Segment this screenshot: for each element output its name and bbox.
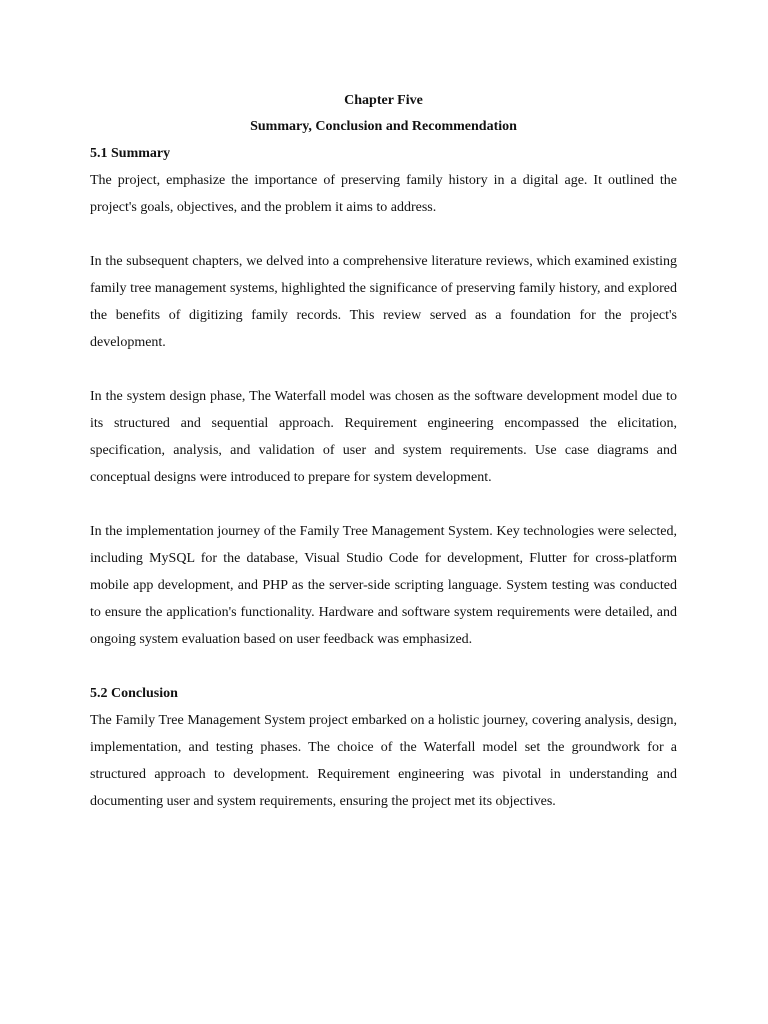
paragraph: In the system design phase, The Waterfall model was chosen as the software development model due to its structured and sequential approach. Requirement engineering encompassed the elicitation, specification, analysis, and validation of user and system requirements. Use case diagrams and conceptual designs were introduced to prepare for system development.: [90, 389, 677, 485]
section-summary: [90, 140, 677, 653]
paragraph: In the subsequent chapters, we delved into a comprehensive literature reviews, which examined existing family tree management systems, highlighted the significance of preserving family history, and explored the benefits of digitizing family records. This review served as a foundation for the project's development.: [90, 254, 677, 350]
document-body: [90, 88, 677, 815]
chapter-title: Summary, Conclusion and Recommendation: [250, 119, 517, 134]
section-heading: 5.1 Summary: [90, 146, 171, 161]
paragraph: The project, emphasize the importance of preserving family history in a digital age. It outlined the project's goals, objectives, and the problem it aims to address.: [90, 173, 677, 215]
section-conclusion: [90, 680, 677, 815]
paragraph: The Family Tree Management System project embarked on a holistic journey, covering analysis, design, implementation, and testing phases. The choice of the Waterfall model set the groundwork for a structured approach to development. Requirement engineering was pivotal in understanding and documenting user and system requirements, ensuring the project met its objectives.: [90, 713, 677, 809]
paragraph: In the implementation journey of the Family Tree Management System. Key technologies were selected, including MySQL for the database, Visual Studio Code for development, Flutter for cross-platform mobile app development, and PHP as the server-side scripting language. System testing was conducted to ensure the application's functionality. Hardware and software system requirements were detailed, and ongoing system evaluation based on user feedback was emphasized.: [90, 524, 677, 647]
section-heading: 5.2 Conclusion: [90, 686, 178, 701]
chapter-label: Chapter Five: [344, 93, 423, 108]
